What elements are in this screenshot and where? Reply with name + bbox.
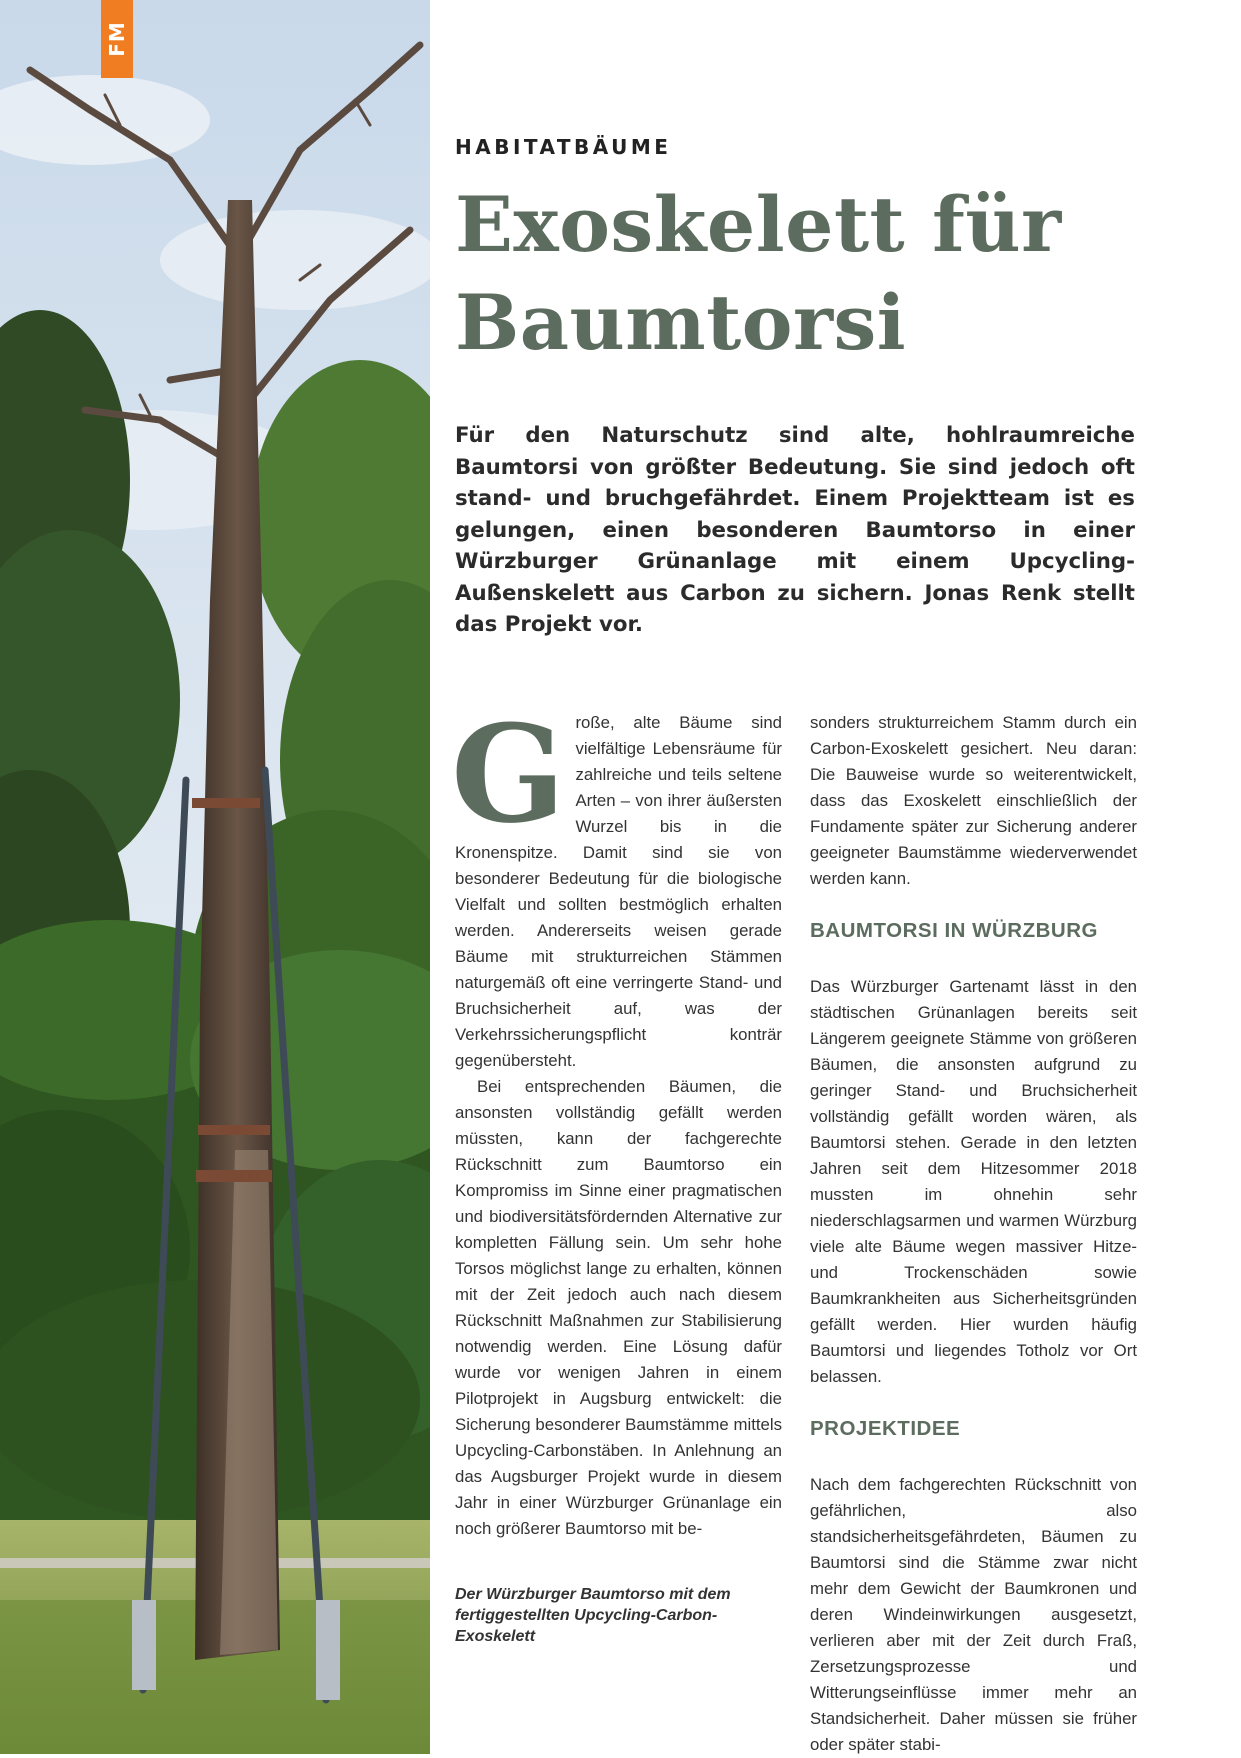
title-line-1: Exoskelett für [455, 180, 1062, 269]
logo-text: FM [105, 21, 130, 57]
paragraph-projektidee: Nach dem fachgerechten Rückschnitt von gefährlichen, also standsicherheitsgefährdeten, Bäumen zu Baumtorsi sind die Stämme zwar nicht mehr dem Gewicht der Baumkronen und deren Windeinwirkungen ausgesetzt, verlieren aber mit der Zeit durch Fraß, Zersetzungsprozesse und Witterungseinflüsse immer mehr an Standsicherheit. Daher müssen sie früher oder später stabi- [810, 1475, 1137, 1754]
paragraph-second: Bei entsprechenden Bäumen, die ansonsten vollständig gefällt werden müssten, kann der fachgerechte Rückschnitt zum Baumtorso ein Kompromiss im Sinne einer pragmatischen und biodiversitätsfördernden Alternative zur kompletten Fällung sein. Um sehr hohe Torsos möglichst lange zu erhalten, können mit der Zeit jedoch auch nach diesem Rückschnitt Maßnahmen zur Stabilisierung notwendig werden. Eine Lösung dafür wurde vor wenigen Jahren in einem Pilotprojekt in Augsburg entwickelt: die Sicherung besonderer Baumstämme mittels Upcycling-Carbonstäben. In Anlehnung an das Augsburger Projekt wurde in diesem Jahr in einer Würzburger Grünanlage ein noch größerer Baumtorso mit be- [455, 1077, 782, 1538]
article-kicker: HABITATBÄUME [455, 135, 672, 159]
paragraph-continued: sonders strukturreichem Stamm durch ein Carbon-Exoskelett gesichert. Neu daran: Die Bauweise wurde so weiterentwickelt, dass das Exoskelett einschließlich der Fundamente später zur Sicherung anderer geeigneter Baumstämme wiederverwendet werden kann. [810, 713, 1137, 888]
text-column-right [810, 710, 1137, 1758]
drop-cap: G [451, 695, 566, 853]
title-line-2: Baumtorsi [455, 278, 907, 367]
subheading-baumtorsi: BAUMTORSI IN WÜRZBURG [810, 919, 1098, 942]
article-title [455, 176, 1195, 372]
photo-caption: Der Würzburger Baumtorso mit dem fertiggestellten Upcycling-Carbon-Exoskelett [455, 1586, 731, 1645]
magazine-logo [101, 0, 133, 78]
article-lead: Für den Naturschutz sind alte, hohlraumreiche Baumtorsi von größter Bedeutung. Sie sind jedoch oft stand- und bruchgefährdet. Einem Projektteam ist es gelungen, einen besonderen Baumtorso in einer Würzburger Grünanlage mit einem Upcycling-Außenskelett aus Carbon zu sichern. Jonas Renk stellt das Projekt vor. [455, 423, 1135, 637]
paragraph-wuerzburg: Das Würzburger Gartenamt lässt in den städtischen Grünanlagen bereits seit Längerem geeignete Stämme von größeren Bäumen, die ansonsten aufgrund zu geringer Stand- und Bruchsicherheit vollständig gefällt worden wären, als Baumtorsi stehen. Gerade in den letzten Jahren seit dem Hitzesommer 2018 mussten im ohnehin sehr niederschlagsarmen und warmen Würzburg viele alte Bäume wegen massiver Hitze- und Trockenschäden sowie Baumkrankheiten aus Sicherheitsgründen gefällt werden. Hier wurden häufig Baumtorsi und liegendes Totholz vor Ort belassen. [810, 977, 1137, 1386]
tree-photo [0, 0, 430, 1754]
text-column-left [451, 695, 782, 1542]
subheading-projektidee: PROJEKTIDEE [810, 1417, 961, 1440]
paragraph-intro: roße, alte Bäume sind vielfältige Lebensräume für zahlreiche und teils seltene Arten – von ihrer äußersten Wurzel bis in die Kronenspitze. Damit sind sie von besonderer Bedeutung für die biologische Vielfalt und sollten bestmöglich erhalten werden. Andererseits weisen gerade Bäume mit strukturreichen Stämmen naturgemäß oft eine verringerte Stand- und Bruchsicherheit auf, was der Verkehrssicherungspflicht konträr gegenübersteht. [455, 713, 782, 1070]
